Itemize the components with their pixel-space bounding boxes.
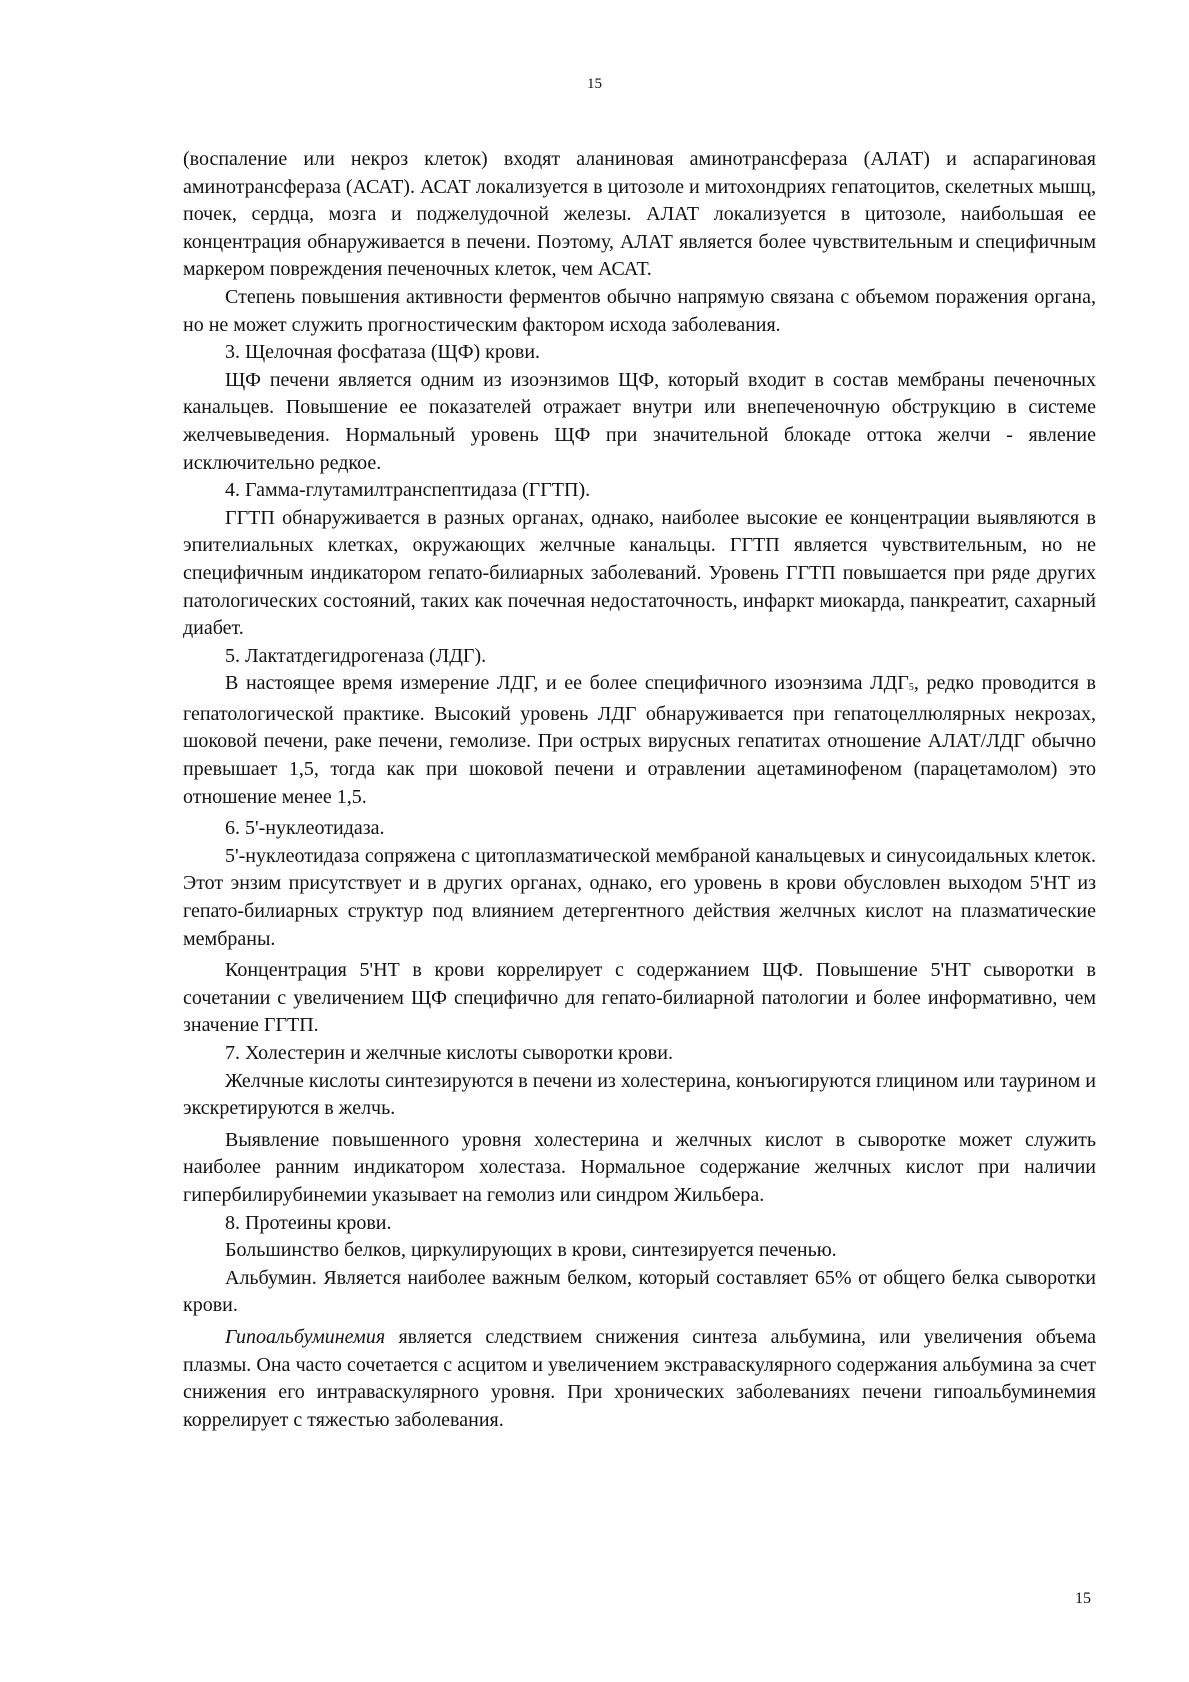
paragraph-5-nucleotidase: 5'-нуклеотидаза сопряжена с цитоплазматической мембраной канальцевых и синусоидальных клеток. Этот энзим присутствует и в других органах, однако, его уровень в крови обусловлен выходом 5'НТ из гепато-билиарных структур под влиянием детергентного действия желчных кислот на плазматические мембраны. <box>183 844 1096 950</box>
paragraph-ldh <box>183 670 1096 811</box>
document-body <box>183 146 1096 1434</box>
heading-5-nucleotidase: 6. 5'-нуклеотидаза. <box>225 817 385 840</box>
heading-blood-proteins: 8. Протеины крови. <box>225 1211 392 1234</box>
paragraph-ldh-part2: , редко проводится в гепатологической практике. Высокий уровень ЛДГ обнаруживается при гепатоцеллюлярных некрозах, шоковой печени, раке печени, гемолизе. При острых вирусных гепатитах отношение АЛАТ/ЛДГ обычно превышает 1,5, тогда как при шоковой печени и отравлении ацетаминофеном (парацетамолом) это отношение менее 1,5. <box>183 672 1096 808</box>
paragraph-proteins-synthesis: Большинство белков, циркулирующих в крови, синтезируется печенью. <box>225 1239 837 1262</box>
heading-alkaline-phosphatase: 3. Щелочная фосфатаза (ЩФ) крови. <box>225 341 541 364</box>
term-hypoalbuminemia: Гипоальбуминемия <box>225 1325 386 1348</box>
heading-cholesterol-bile-acids: 7. Холестерин и желчные кислоты сыворотки крови. <box>225 1042 673 1064</box>
paragraph-albumin: Альбумин. Является наиболее важным белком, который составляет 65% от общего белка сыворотки крови. <box>183 1266 1096 1317</box>
paragraph-ldh-part1: В настоящее время измерение ЛДГ, и ее более специфичного изоэнзима ЛДГ <box>225 672 909 695</box>
heading-ldh: 5. Лактатдегидрогеназа (ЛДГ). <box>225 644 487 667</box>
paragraph-enzyme-activity: Степень повышения активности ферментов обычно напрямую связана с объемом поражения органа, но не может служить прогностическим фактором исхода заболевания. <box>183 285 1096 336</box>
paragraph-alkaline-phosphatase: ЩФ печени является одним из изоэнзимов ЩФ, который входит в состав мембраны печеночных канальцев. Повышение ее показателей отражает внутри или внепеченочную обструкцию в системе желчевыведения. Нормальный уровень ЩФ при значительной блокаде оттока желчи - явление исключительно редкое. <box>183 368 1096 474</box>
paragraph-aminotransferases: (воспаление или некроз клеток) входят аланиновая аминотрансфераза (АЛАТ) и аспарагиновая аминотрансфераза (АСАТ). АСАТ локализуется в цитозоле и митохондриях гепатоцитов, скелетных мышц, почек, сердца, мозга и поджелудочной железы. АЛАТ локализуется в цитозоле, наибольшая ее концентрация обнаруживается в печени. Поэтому, АЛАТ является более чувствительным и специфичным маркером повреждения печеночных клеток, чем АСАТ. <box>183 148 1096 281</box>
paragraph-5nt-concentration: Концентрация 5'НТ в крови коррелирует с содержанием ЩФ. Повышение 5'НТ сыворотки в сочетании с увеличением ЩФ специфично для гепато-билиарной патологии и более информативно, чем значение ГГТП. <box>183 959 1096 1037</box>
paragraph-cholestasis-indicator: Выявление повышенного уровня холестерина и желчных кислот в сыворотке может служить наиболее ранним индикатором холестаза. Нормальное содержание желчных кислот при наличии гипербилирубинемии указывает на гемолиз или синдром Жильбера. <box>183 1128 1096 1206</box>
page-number-top: 15 <box>587 76 602 92</box>
page-number-bottom: 15 <box>1075 1590 1091 1607</box>
heading-ggtp: 4. Гамма-глутамилтранспептидаза (ГГТП). <box>225 479 591 502</box>
ldh-isoenzyme-subscript: 5 <box>908 682 914 694</box>
paragraph-bile-acids-synthesis: Желчные кислоты синтезируются в печени из холестерина, конъюгируются глицином или таурином и экскретируются в желчь. <box>183 1069 1096 1120</box>
paragraph-hypoalbuminemia-text: является следствием снижения синтеза альбумина, или увеличения объема плазмы. Она часто сочетается с асцитом и увеличением экстраваскулярного содержания альбумина за счет снижения его интраваскулярного уровня. При хронических заболеваниях печени гипоальбуминемия коррелирует с тяжестью заболевания. <box>183 1325 1096 1431</box>
paragraph-hypoalbuminemia <box>183 1324 1096 1434</box>
paragraph-ggtp: ГГТП обнаруживается в разных органах, однако, наиболее высокие ее концентрации выявляются в эпителиальных клетках, окружающих желчные канальцы. ГГТП является чувствительным, но не специфичным индикатором гепато-билиарных заболеваний. Уровень ГГТП повышается при ряде других патологических состояний, таких как почечная недостаточность, инфаркт миокарда, панкреатит, сахарный диабет. <box>183 506 1096 640</box>
